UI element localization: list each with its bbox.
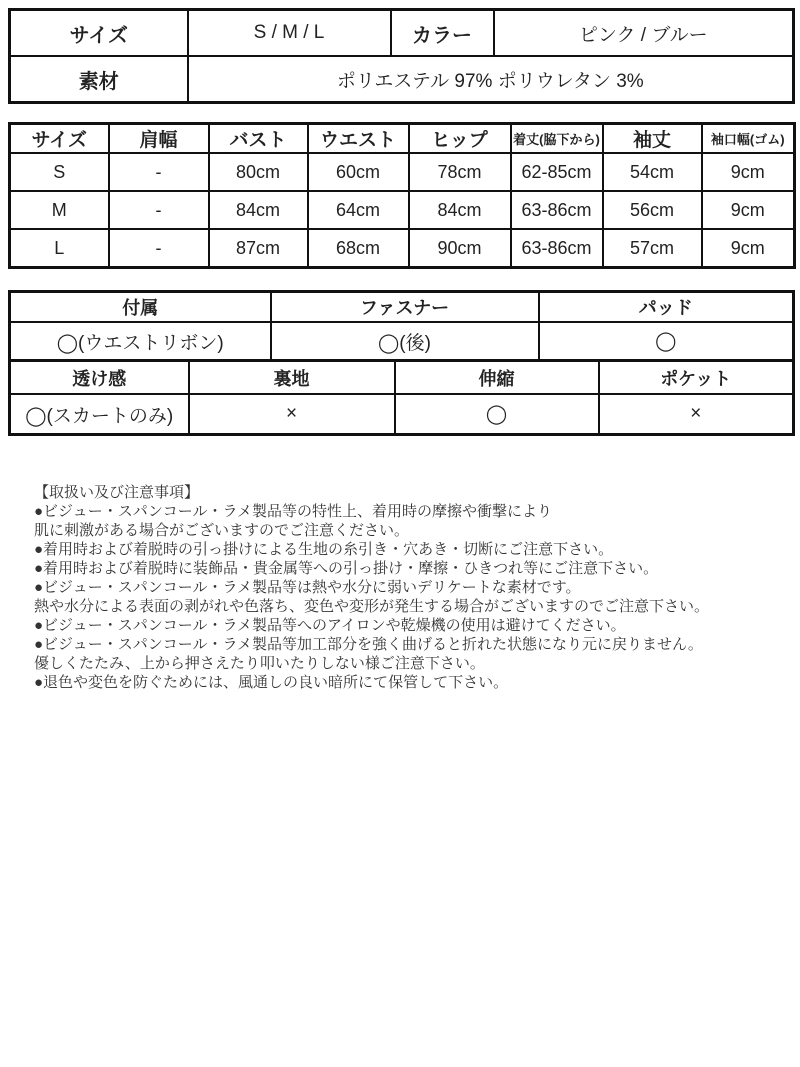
pocket-value: × — [599, 394, 794, 435]
cell: 78cm — [409, 153, 511, 191]
table-row — [10, 56, 794, 103]
cell: 57cm — [603, 229, 702, 268]
cell: S — [10, 153, 109, 191]
cell: 87cm — [209, 229, 308, 268]
sheerness-value: ◯(スカートのみ) — [10, 394, 189, 435]
cell: - — [109, 229, 209, 268]
cell: 9cm — [702, 153, 795, 191]
cell: 62-85cm — [511, 153, 603, 191]
cell: 64cm — [308, 191, 409, 229]
col-header-pad: パッド — [539, 292, 794, 323]
material-value: ポリエステル 97% ポリウレタン 3% — [188, 56, 794, 103]
care-note-line: 熱や水分による表面の剥がれや色落ち、変色や変形が発生する場合がございますのでご注意下さい。 — [34, 598, 710, 615]
col-header-lining: 裏地 — [189, 361, 395, 395]
fastener-value: ◯(後) — [271, 322, 539, 361]
care-note-line: ●退色や変色を防ぐためには、風通しの良い暗所にて保管して下さい。 — [34, 674, 509, 691]
care-note-line: ●ビジュー・スパンコール・ラメ製品等へのアイロンや乾燥機の使用は避けてください。 — [34, 617, 626, 634]
col-header-waist: ウエスト — [308, 124, 409, 154]
care-note-line: ●ビジュー・スパンコール・ラメ製品等の特性上、着用時の摩擦や衝撃により — [34, 503, 553, 520]
table-row — [10, 10, 794, 57]
col-header-length: 着丈(脇下から) — [511, 124, 603, 154]
care-note-line: 肌に刺激がある場合がございますのでご注意ください。 — [34, 522, 410, 539]
cell: - — [109, 191, 209, 229]
care-note-line: ●ビジュー・スパンコール・ラメ製品等加工部分を強く曲げると折れた状態になり元に戻りません。 — [34, 636, 703, 653]
color-label: カラー — [391, 10, 494, 57]
material-label: 素材 — [10, 56, 188, 103]
col-header-sleeve: 袖丈 — [603, 124, 702, 154]
col-header-shoulder: 肩幅 — [109, 124, 209, 154]
cell: 9cm — [702, 229, 795, 268]
measurements-table — [8, 122, 796, 269]
cell: 54cm — [603, 153, 702, 191]
spec-table — [8, 8, 795, 104]
stretch-value: ◯ — [395, 394, 599, 435]
table-row-size-s — [10, 153, 795, 191]
cell: 9cm — [702, 191, 795, 229]
col-header-size: サイズ — [10, 124, 109, 154]
cell: M — [10, 191, 109, 229]
care-note-line: ●ビジュー・スパンコール・ラメ製品等は熱や水分に弱いデリケートな素材です。 — [34, 579, 581, 596]
cell: 84cm — [209, 191, 308, 229]
features1-value-row — [10, 322, 794, 361]
size-label: サイズ — [10, 10, 188, 57]
cell: 80cm — [209, 153, 308, 191]
cell: L — [10, 229, 109, 268]
care-note-line: 優しくたたみ、上から押さえたり叩いたりしない様ご注意下さい。 — [34, 655, 485, 672]
cell: 60cm — [308, 153, 409, 191]
table-row-size-l — [10, 229, 795, 268]
col-header-sheerness: 透け感 — [10, 361, 189, 395]
lining-value: × — [189, 394, 395, 435]
pad-value: ◯ — [539, 322, 794, 361]
care-note-line: ●着用時および着脱時に装飾品・貴金属等への引っ掛け・摩擦・ひきつれ等にご注意下さい。 — [34, 560, 659, 577]
col-header-cuff: 袖口幅(ゴム) — [702, 124, 795, 154]
care-notes-title: 【取扱い及び注意事項】 — [34, 484, 200, 501]
color-value: ピンク / ブルー — [494, 10, 794, 57]
care-notes — [34, 483, 784, 692]
cell: 63-86cm — [511, 191, 603, 229]
cell: - — [109, 153, 209, 191]
care-note-line: ●着用時および着脱時の引っ掛けによる生地の糸引き・穴あき・切断にご注意下さい。 — [34, 541, 614, 558]
col-header-fastener: ファスナー — [271, 292, 539, 323]
features-table-1 — [8, 290, 795, 362]
col-header-stretch: 伸縮 — [395, 361, 599, 395]
cell: 56cm — [603, 191, 702, 229]
cell: 63-86cm — [511, 229, 603, 268]
features-table-2 — [8, 359, 795, 436]
cell: 68cm — [308, 229, 409, 268]
col-header-hip: ヒップ — [409, 124, 511, 154]
features2-value-row — [10, 394, 794, 435]
features2-header-row — [10, 361, 794, 395]
measurements-header-row — [10, 124, 795, 154]
col-header-pocket: ポケット — [599, 361, 794, 395]
features1-header-row — [10, 292, 794, 323]
cell: 90cm — [409, 229, 511, 268]
col-header-accessory: 付属 — [10, 292, 271, 323]
cell: 84cm — [409, 191, 511, 229]
accessory-value: ◯(ウエストリボン) — [10, 322, 271, 361]
col-header-bust: バスト — [209, 124, 308, 154]
size-value: S / M / L — [188, 10, 391, 57]
table-row-size-m — [10, 191, 795, 229]
